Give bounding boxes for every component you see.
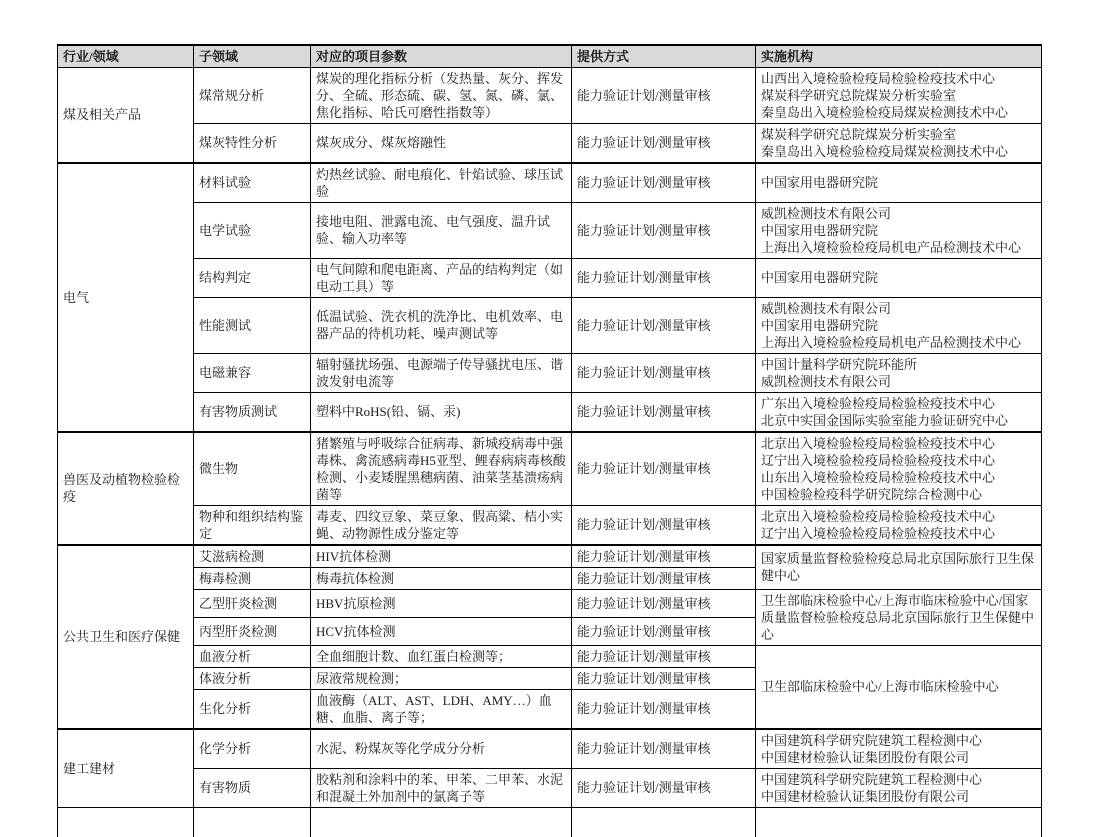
empty-cell [756, 807, 1042, 837]
subfield-cell: 生化分析 [194, 689, 311, 729]
header-row [58, 45, 1042, 67]
agency-cell [756, 163, 1042, 203]
agency-cell [756, 258, 1042, 297]
column-header-subfield: 子领域 [194, 45, 311, 67]
empty-cell [572, 807, 756, 837]
parameters-cell: 辐射骚扰场强、电源端子传导骚扰电压、谐波发射电流等 [311, 353, 572, 392]
agency-cell [756, 123, 1042, 163]
agency-line: 煤炭科学研究总院煤炭分析实验室 [761, 87, 957, 103]
subfield-cell: 丙型肝炎检测 [194, 617, 311, 645]
subfield-cell: 有害物质 [194, 768, 311, 807]
agency-cell [756, 768, 1042, 807]
agency-line: 辽宁出入境检验检疫局检验检疫技术中心 [761, 525, 996, 541]
parameters-cell: 胶粘剂和涂料中的苯、甲苯、二甲苯、水泥和混凝土外加剂中的氯离子等 [311, 768, 572, 807]
table-row [58, 505, 1042, 545]
table-row [58, 645, 1042, 667]
industry-cell: 公共卫生和医疗保健 [58, 545, 194, 729]
provision-cell: 能力验证计划/测量审核 [572, 567, 756, 589]
provision-cell: 能力验证计划/测量审核 [572, 163, 756, 203]
table-row [58, 768, 1042, 807]
empty-cell [311, 807, 572, 837]
industry-cell: 电气 [58, 163, 194, 432]
agency-line: 中国建筑科学研究院建筑工程检测中心 [761, 732, 983, 748]
agency-line: 中国检验检疫科学研究院综合检测中心 [761, 486, 983, 502]
agency-cell [756, 729, 1042, 769]
agency-line: 中国家用电器研究院 [761, 270, 879, 285]
column-header-provision: 提供方式 [572, 45, 756, 67]
agency-line: 中国建筑科学研究院建筑工程检测中心 [761, 771, 983, 787]
subfield-cell: 煤常规分析 [194, 67, 311, 123]
parameters-cell: 猪繁殖与呼吸综合征病毒、新城疫病毒中强毒株、禽流感病毒H5亚型、鲤春病病毒核酸检测、小麦矮腥黑穗病菌、油菜茎基溃疡病菌等 [311, 432, 572, 506]
clipped-empty-row [58, 807, 1042, 837]
table-row [58, 202, 1042, 258]
agency-line: 上海出入境检验检疫局机电产品检测技术中心 [761, 334, 1022, 350]
table-row [58, 123, 1042, 163]
agency-cell [756, 505, 1042, 545]
parameters-cell: HCV抗体检测 [311, 617, 572, 645]
parameters-cell: 水泥、粉煤灰等化学成分分析 [311, 729, 572, 769]
agency-line: 煤炭科学研究总院煤炭分析实验室 [761, 126, 957, 142]
agency-line: 威凯检测技术有限公司 [761, 205, 892, 221]
parameters-cell: 煤炭的理化指标分析（发热量、灰分、挥发分、全硫、形态硫、碳、氢、氮、磷、氯、焦化指标、哈氏可磨性指数等） [311, 67, 572, 123]
agency-line: 山东出入境检验检疫局检验检疫技术中心 [761, 469, 996, 485]
agency-line: 中国家用电器研究院 [761, 175, 879, 190]
subfield-cell: 煤灰特性分析 [194, 123, 311, 163]
provision-cell: 能力验证计划/测量审核 [572, 768, 756, 807]
column-header-agency: 实施机构 [756, 45, 1042, 67]
subfield-cell: 血液分析 [194, 645, 311, 667]
subfield-cell: 电学试验 [194, 202, 311, 258]
subfield-cell: 材料试验 [194, 163, 311, 203]
subfield-cell: 化学分析 [194, 729, 311, 769]
empty-cell [58, 807, 194, 837]
parameters-cell: 血液酶（ALT、AST、LDH、AMY…）血糖、血脂、离子等； [311, 689, 572, 729]
parameters-cell: 梅毒抗体检测 [311, 567, 572, 589]
subfield-cell: 微生物 [194, 432, 311, 506]
table-row [58, 163, 1042, 203]
parameters-cell: 毒麦、四纹豆象、菜豆象、假高粱、桔小实蝇、动物源性成分鉴定等 [311, 505, 572, 545]
agency-line: 北京出入境检验检疫局检验检疫技术中心 [761, 508, 996, 524]
provision-cell: 能力验证计划/测量审核 [572, 729, 756, 769]
agency-cell [756, 392, 1042, 432]
agency-line: 中国建材检验认证集团股份有限公司 [761, 788, 970, 804]
subfield-cell: 电磁兼容 [194, 353, 311, 392]
table-row [58, 589, 1042, 617]
agency-cell: 国家质量监督检验检疫总局北京国际旅行卫生保健中心 [756, 545, 1042, 590]
provision-cell: 能力验证计划/测量审核 [572, 258, 756, 297]
agency-cell: 卫生部临床检验中心/上海市临床检验中心 [756, 645, 1042, 729]
parameters-cell: 接地电阻、泄露电流、电气强度、温升试验、输入功率等 [311, 202, 572, 258]
agency-line: 中国家用电器研究院 [761, 317, 879, 333]
table-row [58, 258, 1042, 297]
provision-cell: 能力验证计划/测量审核 [572, 432, 756, 506]
subfield-cell: 体液分析 [194, 667, 311, 689]
parameters-cell: 尿液常规检测； [311, 667, 572, 689]
parameters-cell: 电气间隙和爬电距离、产品的结构判定（如电动工具）等 [311, 258, 572, 297]
agency-line: 秦皇岛出入境检验检疫局煤炭检测技术中心 [761, 104, 1009, 120]
provision-cell: 能力验证计划/测量审核 [572, 617, 756, 645]
industry-cell: 兽医及动植物检验检疫 [58, 432, 194, 545]
provision-cell: 能力验证计划/测量审核 [572, 505, 756, 545]
table-row [58, 729, 1042, 769]
parameters-cell: 煤灰成分、煤灰熔融性 [311, 123, 572, 163]
empty-cell [194, 807, 311, 837]
subfield-cell: 结构判定 [194, 258, 311, 297]
subfield-cell: 艾滋病检测 [194, 545, 311, 568]
agency-line: 广东出入境检验检疫局检验检疫技术中心 [761, 395, 996, 411]
table-row [58, 392, 1042, 432]
provision-cell: 能力验证计划/测量审核 [572, 392, 756, 432]
table-row [58, 67, 1042, 123]
parameters-cell: 灼热丝试验、耐电痕化、针焰试验、球压试验 [311, 163, 572, 203]
provision-cell: 能力验证计划/测量审核 [572, 67, 756, 123]
agency-line: 辽宁出入境检验检疫局检验检疫技术中心 [761, 452, 996, 468]
provision-cell: 能力验证计划/测量审核 [572, 202, 756, 258]
agency-line: 中国家用电器研究院 [761, 222, 879, 238]
agency-cell [756, 297, 1042, 353]
industry-cell: 建工建材 [58, 729, 194, 808]
subfield-cell: 梅毒检测 [194, 567, 311, 589]
parameters-cell: 塑料中RoHS(铅、镉、汞) [311, 392, 572, 432]
agency-line: 北京出入境检验检疫局检验检疫技术中心 [761, 435, 996, 451]
subfield-cell: 物种和组织结构鉴定 [194, 505, 311, 545]
column-header-industry: 行业/领域 [58, 45, 194, 67]
agency-cell [756, 353, 1042, 392]
table-row [58, 297, 1042, 353]
agency-line: 山西出入境检验检疫局检验检疫技术中心 [761, 70, 996, 86]
provision-cell: 能力验证计划/测量审核 [572, 123, 756, 163]
subfield-cell: 乙型肝炎检测 [194, 589, 311, 617]
provision-cell: 能力验证计划/测量审核 [572, 353, 756, 392]
agency-cell [756, 202, 1042, 258]
provision-cell: 能力验证计划/测量审核 [572, 545, 756, 568]
provision-cell: 能力验证计划/测量审核 [572, 297, 756, 353]
agency-cell: 卫生部临床检验中心/上海市临床检验中心/国家质量监督检验检疫总局北京国际旅行卫生保健中心 [756, 589, 1042, 645]
parameters-cell: 全血细胞计数、血红蛋白检测等； [311, 645, 572, 667]
provision-cell: 能力验证计划/测量审核 [572, 689, 756, 729]
subfield-cell: 性能测试 [194, 297, 311, 353]
provision-cell: 能力验证计划/测量审核 [572, 589, 756, 617]
agency-cell [756, 432, 1042, 506]
agency-line: 秦皇岛出入境检验检疫局煤炭检测技术中心 [761, 143, 1009, 159]
agency-cell [756, 67, 1042, 123]
provision-cell: 能力验证计划/测量审核 [572, 645, 756, 667]
agency-line: 中国计量科学研究院环能所 [761, 356, 918, 372]
agency-line: 北京中实国金国际实验室能力验证研究中心 [761, 412, 1009, 428]
agency-line: 上海出入境检验检疫局机电产品检测技术中心 [761, 239, 1022, 255]
industry-cell: 煤及相关产品 [58, 67, 194, 163]
agency-line: 中国建材检验认证集团股份有限公司 [761, 749, 970, 765]
provision-cell: 能力验证计划/测量审核 [572, 667, 756, 689]
parameters-cell: 低温试验、洗衣机的洗净比、电机效率、电器产品的待机功耗、噪声测试等 [311, 297, 572, 353]
table-row [58, 432, 1042, 506]
subfield-cell: 有害物质测试 [194, 392, 311, 432]
proficiency-testing-table [57, 44, 1042, 837]
parameters-cell: HBV抗原检测 [311, 589, 572, 617]
agency-line: 威凯检测技术有限公司 [761, 373, 892, 389]
table-row [58, 545, 1042, 568]
column-header-parameters: 对应的项目参数 [311, 45, 572, 67]
parameters-cell: HIV抗体检测 [311, 545, 572, 568]
table-row [58, 353, 1042, 392]
agency-line: 威凯检测技术有限公司 [761, 300, 892, 316]
